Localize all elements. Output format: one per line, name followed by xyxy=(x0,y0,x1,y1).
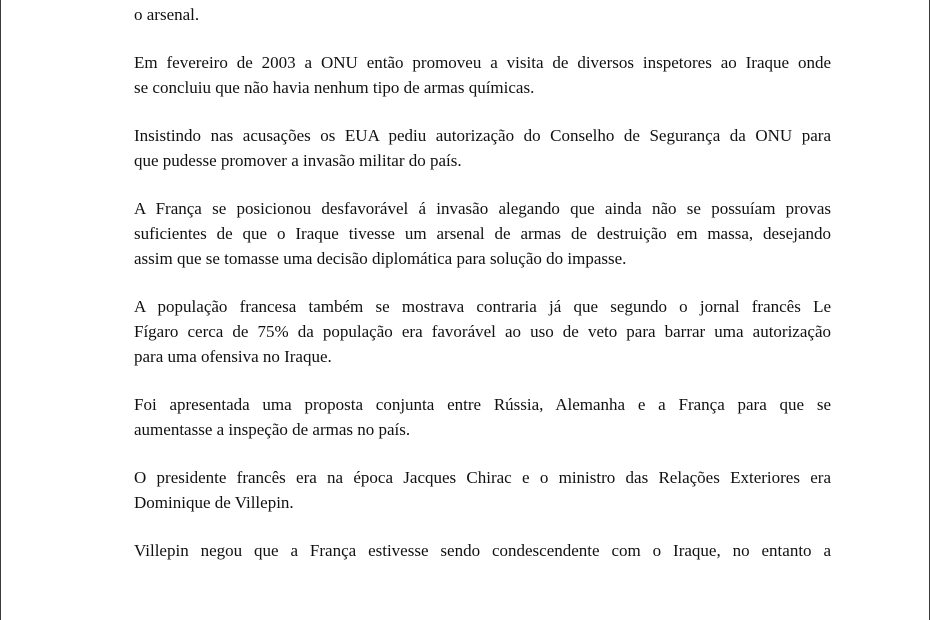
paragraph-5 xyxy=(134,392,831,442)
paragraph-line: aumentasse a inspeção de armas no país. xyxy=(134,420,411,439)
paragraph-line: para uma ofensiva no Iraque. xyxy=(134,347,332,366)
paragraph-line: A França se posicionou desfavorável á invasão alegando que ainda não se possuíam provas xyxy=(134,199,831,218)
paragraph-line: Dominique de Villepin. xyxy=(134,493,294,512)
paragraph-line: O presidente francês era na época Jacques Chirac e o ministro das Relações Exteriores era xyxy=(134,468,831,487)
paragraph-line: Villepin negou que a França estivesse sendo condescendente com o Iraque, no entanto a xyxy=(134,541,831,560)
paragraph-2 xyxy=(134,123,831,173)
paragraph-7 xyxy=(134,538,831,563)
paragraph-line: que pudesse promover a invasão militar do país. xyxy=(134,151,462,170)
paragraph-3 xyxy=(134,196,831,271)
paragraph-line: suficientes de que o Iraque tivesse um arsenal de armas de destruição em massa, desejando xyxy=(134,224,831,243)
paragraph-line: Em fevereiro de 2003 a ONU então promoveu a visita de diversos inspetores ao Iraque onde xyxy=(134,53,831,72)
paragraph-line: se concluiu que não havia nenhum tipo de armas químicas. xyxy=(134,78,535,97)
paragraph-6 xyxy=(134,465,831,515)
document-body xyxy=(134,2,831,586)
paragraph-4 xyxy=(134,294,831,369)
paragraph-1 xyxy=(134,50,831,100)
paragraph-line: Foi apresentada uma proposta conjunta entre Rússia, Alemanha e a França para que se xyxy=(134,395,831,414)
paragraph-line: o arsenal. xyxy=(134,5,200,24)
paragraph-line: A população francesa também se mostrava contraria já que segundo o jornal francês Le xyxy=(134,297,831,316)
paragraph-line: Fígaro cerca de 75% da população era favorável ao uso de veto para barrar uma autorização xyxy=(134,322,831,341)
paragraph-0 xyxy=(134,2,831,27)
paragraph-line: Insistindo nas acusações os EUA pediu autorização do Conselho de Segurança da ONU para xyxy=(134,126,831,145)
paragraph-line: assim que se tomasse uma decisão diplomática para solução do impasse. xyxy=(134,249,627,268)
